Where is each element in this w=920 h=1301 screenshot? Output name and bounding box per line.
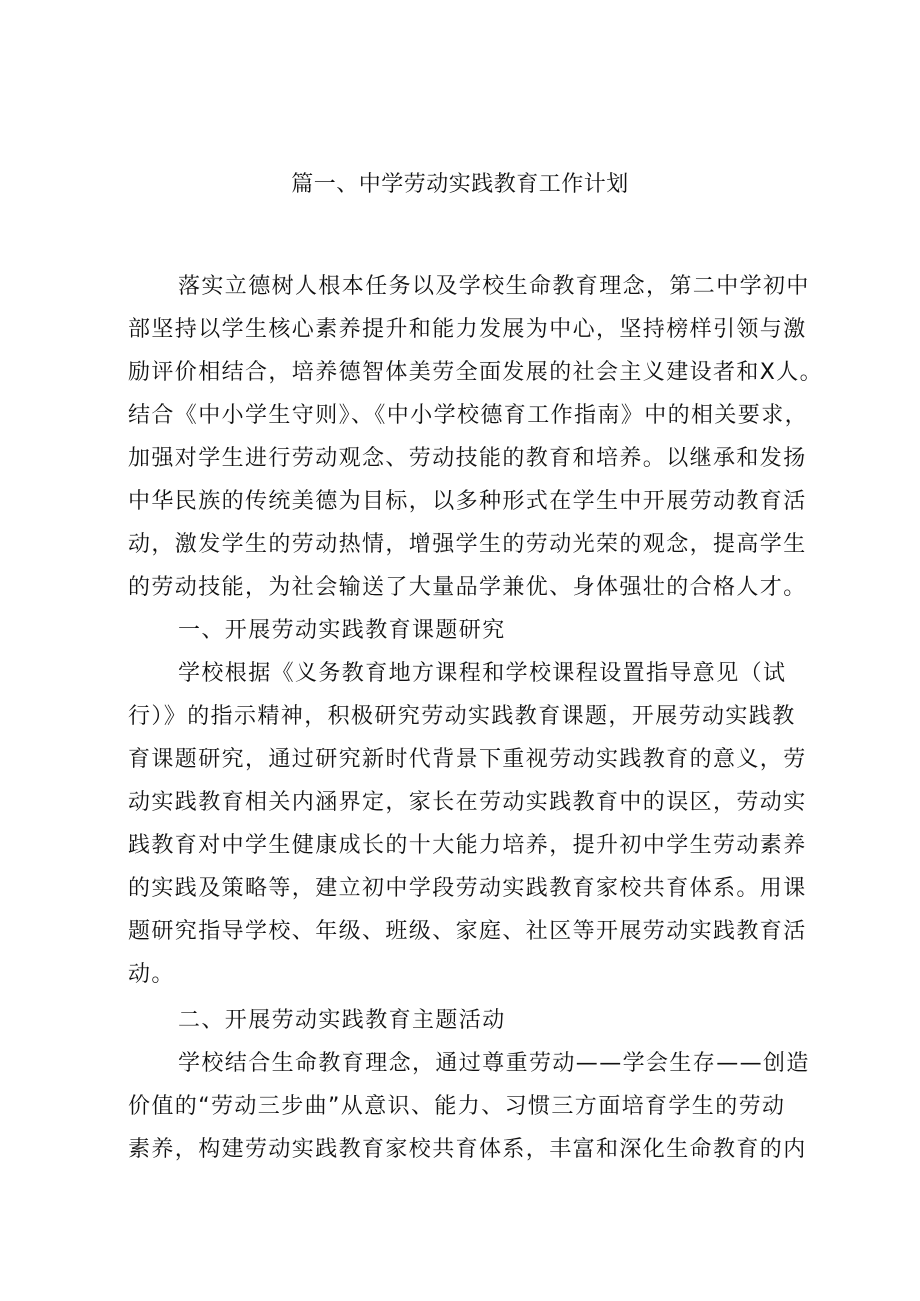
paragraph-line: 部坚持以学生核心素养提升和能力发展为中心，坚持榜样引领与激 bbox=[128, 317, 807, 342]
paragraph-line: 动实践教育相关内涵界定，家长在劳动实践教育中的误区，劳动实 bbox=[128, 790, 807, 815]
paragraph-line: 素养，构建劳动实践教育家校共育体系，丰富和深化生命教育的内 bbox=[128, 1137, 807, 1162]
section-heading: 二、开展劳动实践教育主题活动 bbox=[178, 1008, 506, 1033]
paragraph-line: 结合《中小学生守则》、《中小学校德育工作指南》中的相关要求， bbox=[128, 403, 809, 428]
paragraph-line: 中华民族的传统美德为目标，以多种形式在学生中开展劳动教育活 bbox=[128, 489, 807, 514]
paragraph-line: 的实践及策略等，建立初中学段劳动实践教育家校共育体系。用课 bbox=[128, 876, 807, 901]
paragraph-line: 动。 bbox=[128, 962, 175, 987]
paragraph-line: 行）》的指示精神，积极研究劳动实践教育课题，开展劳动实践教 bbox=[128, 704, 796, 729]
paragraph-line: 学校结合生命教育理念，通过尊重劳动——学会生存——创造 bbox=[178, 1051, 810, 1076]
paragraph-line: 题研究指导学校、年级、班级、家庭、社区等开展劳动实践教育活 bbox=[128, 919, 807, 944]
paragraph-line: 励评价相结合，培养德智体美劳全面发展的社会主义建设者和X人。 bbox=[128, 360, 824, 385]
paragraph-line: 践教育对中学生健康成长的十大能力培养，提升初中学生劳动素养 bbox=[128, 833, 807, 858]
paragraph-line: 的劳动技能，为社会输送了大量品学兼优、身体强壮的合格人才。 bbox=[128, 575, 807, 600]
paragraph-line: 动，激发学生的劳动热情，增强学生的劳动光荣的观念，提高学生 bbox=[128, 532, 807, 557]
paragraph-line: 学校根据《义务教育地方课程和学校课程设置指导意见（试 bbox=[178, 661, 787, 686]
paragraph-line: 价值的“劳动三步曲”从意识、能力、习惯三方面培育学生的劳动 bbox=[128, 1094, 786, 1119]
paragraph-line: 育课题研究，通过研究新时代背景下重视劳动实践教育的意义，劳 bbox=[128, 747, 807, 772]
section-heading: 一、开展劳动实践教育课题研究 bbox=[178, 618, 506, 643]
paragraph-line: 加强对学生进行劳动观念、劳动技能的教育和培养。以继承和发扬 bbox=[128, 446, 807, 471]
paragraph-line: 落实立德树人根本任务以及学校生命教育理念，第二中学初中 bbox=[178, 274, 810, 299]
document-title: 篇一、中学劳动实践教育工作计划 bbox=[291, 172, 629, 197]
